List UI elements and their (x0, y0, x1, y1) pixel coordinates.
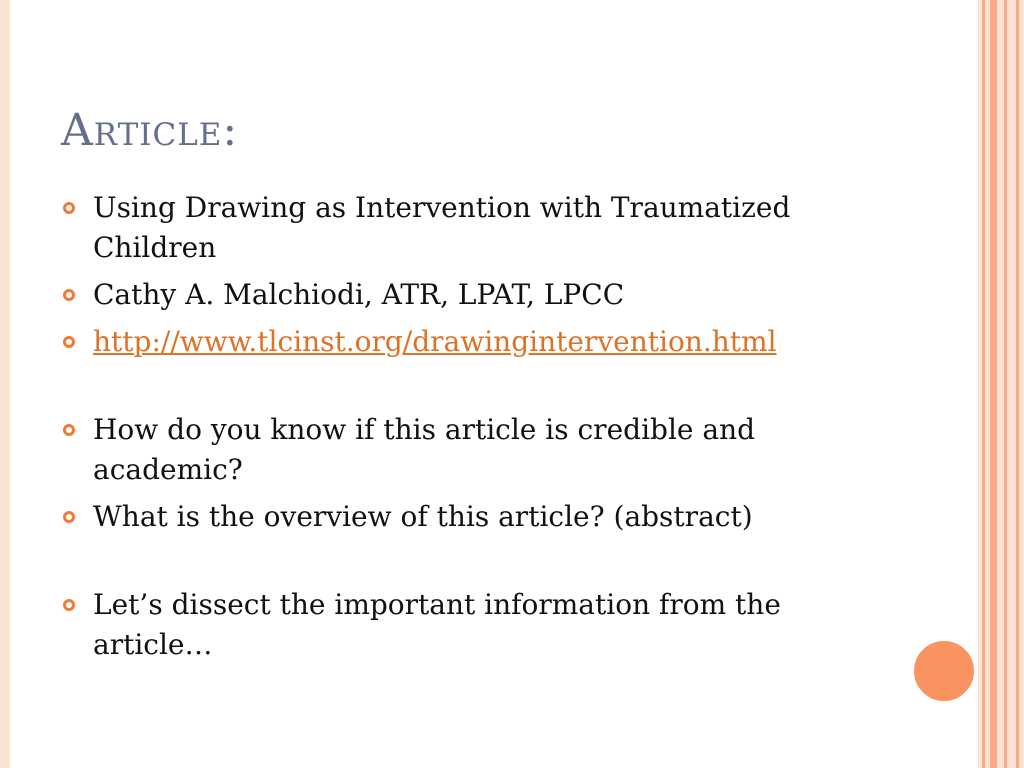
dissect-prompt: Let’s dissect the important information from the article… (93, 588, 781, 661)
bullet-list (60, 188, 940, 672)
decorative-stripe (1004, 0, 1007, 768)
bullet-item (60, 410, 940, 490)
bullet-item (60, 322, 940, 362)
bullet-marker-icon (63, 511, 75, 523)
bullet-item (60, 275, 940, 315)
question-credible: How do you know if this article is credible and academic? (93, 413, 756, 486)
left-frame-border (0, 0, 10, 768)
decorative-stripe (1016, 0, 1019, 768)
bullet-marker-icon (63, 289, 75, 301)
bullet-item (60, 585, 940, 665)
article-link[interactable]: http://www.tlcinst.org/drawingintervention.html (93, 325, 777, 358)
bullet-item (60, 497, 940, 537)
slide-title: Article: (61, 105, 239, 156)
question-overview: What is the overview of this article? (abstract) (93, 500, 753, 533)
bullet-marker-icon (63, 599, 75, 611)
bullet-item (60, 188, 940, 268)
article-author: Cathy A. Malchiodi, ATR, LPAT, LPCC (93, 278, 625, 311)
bullet-marker-icon (63, 424, 75, 436)
bullet-marker-icon (63, 336, 75, 348)
decorative-stripe (982, 0, 985, 768)
decorative-stripe (990, 0, 997, 768)
article-title: Using Drawing as Intervention with Traumatized Children (93, 191, 791, 264)
bullet-marker-icon (63, 202, 75, 214)
